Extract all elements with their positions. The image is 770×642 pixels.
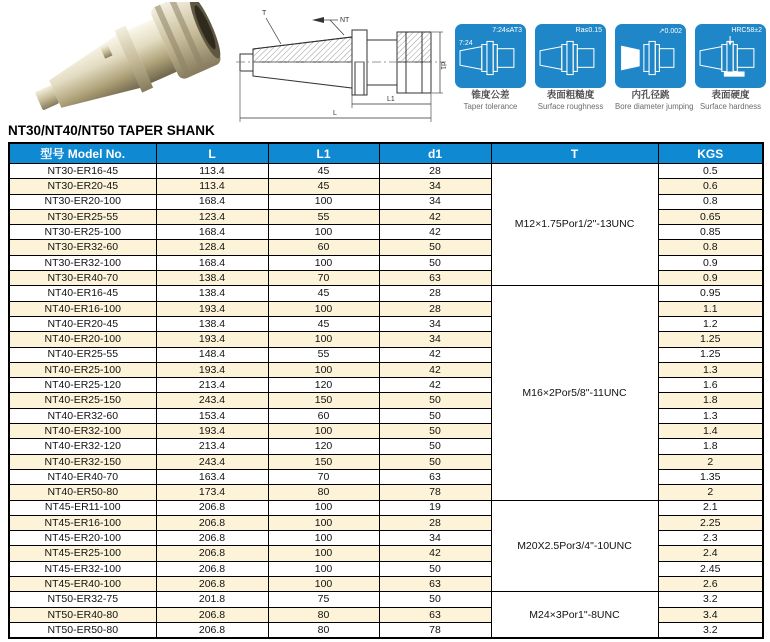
l1-cell: 100 bbox=[268, 546, 379, 561]
d1-cell: 50 bbox=[379, 240, 491, 255]
l-cell: 138.4 bbox=[156, 271, 268, 286]
l1-cell: 100 bbox=[268, 577, 379, 592]
model-no-cell: NT40-ER25-120 bbox=[9, 378, 156, 393]
l-cell: 193.4 bbox=[156, 362, 268, 377]
model-no-cell: NT40-ER25-150 bbox=[9, 393, 156, 408]
feature-taper-tolerance bbox=[455, 24, 526, 111]
column-header-l1: L1 bbox=[268, 143, 379, 164]
l1-cell: 100 bbox=[268, 301, 379, 316]
surface-hardness-annotation: HRC58±2 bbox=[731, 27, 762, 34]
thread-cell: M20X2.5Por3/4"-10UNC bbox=[491, 500, 658, 592]
kgs-cell: 0.6 bbox=[658, 179, 763, 194]
kgs-cell: 1.35 bbox=[658, 469, 763, 484]
thread-cell: M16×2Por5/8"-11UNC bbox=[491, 286, 658, 500]
page-title: NT30/NT40/NT50 TAPER SHANK bbox=[8, 123, 215, 138]
l1-cell: 100 bbox=[268, 362, 379, 377]
d1-cell: 34 bbox=[379, 531, 491, 546]
d1-cell: 50 bbox=[379, 561, 491, 576]
l-cell: 213.4 bbox=[156, 378, 268, 393]
d1-cell: 63 bbox=[379, 469, 491, 484]
kgs-cell: 0.5 bbox=[658, 164, 763, 179]
l-cell: 148.4 bbox=[156, 347, 268, 362]
model-no-cell: NT30-ER25-100 bbox=[9, 225, 156, 240]
model-no-cell: NT50-ER50-80 bbox=[9, 622, 156, 638]
l-cell: 213.4 bbox=[156, 439, 268, 454]
model-no-cell: NT40-ER32-60 bbox=[9, 408, 156, 423]
d1-cell: 50 bbox=[379, 393, 491, 408]
taper-ratio-annotation: 7:24 bbox=[459, 40, 473, 47]
column-header-model-no: 型号 Model No. bbox=[9, 143, 156, 164]
surface-roughness-annotation: Ra≤0.15 bbox=[575, 27, 602, 34]
table-row bbox=[9, 500, 763, 515]
l1-cell: 45 bbox=[268, 164, 379, 179]
d1-cell: 42 bbox=[379, 378, 491, 393]
l-cell: 201.8 bbox=[156, 592, 268, 607]
d1-cell: 28 bbox=[379, 286, 491, 301]
kgs-cell: 2 bbox=[658, 485, 763, 500]
model-no-cell: NT30-ER32-100 bbox=[9, 255, 156, 270]
column-header-d1: d1 bbox=[379, 143, 491, 164]
feature-label-cn: 内孔径跳 bbox=[631, 90, 670, 101]
model-no-cell: NT30-ER16-45 bbox=[9, 164, 156, 179]
model-no-cell: NT40-ER50-80 bbox=[9, 485, 156, 500]
feature-label-cn: 表面粗糙度 bbox=[546, 90, 595, 101]
l1-cell: 55 bbox=[268, 209, 379, 224]
kgs-cell: 1.6 bbox=[658, 378, 763, 393]
l-cell: 168.4 bbox=[156, 255, 268, 270]
kgs-cell: 3.2 bbox=[658, 622, 763, 638]
kgs-cell: 2.25 bbox=[658, 515, 763, 530]
kgs-cell: 3.4 bbox=[658, 607, 763, 622]
kgs-cell: 1.3 bbox=[658, 408, 763, 423]
model-no-cell: NT30-ER20-100 bbox=[9, 194, 156, 209]
l-cell: 193.4 bbox=[156, 301, 268, 316]
model-no-cell: NT50-ER32-75 bbox=[9, 592, 156, 607]
model-no-cell: NT45-ER20-100 bbox=[9, 531, 156, 546]
feature-surface-hardness bbox=[695, 24, 766, 111]
l1-cell: 100 bbox=[268, 531, 379, 546]
d1-cell: 34 bbox=[379, 194, 491, 209]
l-cell: 168.4 bbox=[156, 225, 268, 240]
kgs-cell: 2 bbox=[658, 454, 763, 469]
model-no-cell: NT30-ER40-70 bbox=[9, 271, 156, 286]
l-cell: 206.8 bbox=[156, 546, 268, 561]
l-cell: 206.8 bbox=[156, 500, 268, 515]
model-no-cell: NT40-ER20-45 bbox=[9, 316, 156, 331]
kgs-cell: 3.2 bbox=[658, 592, 763, 607]
drawing-label-nt: NT bbox=[340, 17, 350, 24]
l1-cell: 60 bbox=[268, 240, 379, 255]
thread-cell: M12×1.75Por1/2"-13UNC bbox=[491, 164, 658, 286]
d1-cell: 28 bbox=[379, 515, 491, 530]
kgs-cell: 2.1 bbox=[658, 500, 763, 515]
d1-cell: 34 bbox=[379, 332, 491, 347]
column-header-t: T bbox=[491, 143, 658, 164]
product-photo bbox=[22, 2, 232, 120]
d1-cell: 63 bbox=[379, 607, 491, 622]
feature-surface-roughness bbox=[535, 24, 606, 111]
feature-label-en: Bore diameter jumping bbox=[615, 101, 694, 111]
l1-cell: 120 bbox=[268, 439, 379, 454]
feature-boxes bbox=[455, 24, 767, 111]
kgs-cell: 0.8 bbox=[658, 194, 763, 209]
d1-cell: 50 bbox=[379, 592, 491, 607]
l1-cell: 80 bbox=[268, 607, 379, 622]
l1-cell: 55 bbox=[268, 347, 379, 362]
l1-cell: 100 bbox=[268, 424, 379, 439]
spec-table bbox=[8, 142, 764, 639]
table-row bbox=[9, 592, 763, 607]
l1-cell: 100 bbox=[268, 194, 379, 209]
l-cell: 206.8 bbox=[156, 577, 268, 592]
l1-cell: 150 bbox=[268, 393, 379, 408]
model-no-cell: NT50-ER40-80 bbox=[9, 607, 156, 622]
feature-label-en: Surface hardness bbox=[699, 101, 762, 111]
l1-cell: 70 bbox=[268, 271, 379, 286]
surface-roughness-icon bbox=[539, 36, 597, 80]
taper-tolerance-icon bbox=[459, 36, 517, 80]
kgs-cell: 2.6 bbox=[658, 577, 763, 592]
d1-cell: 42 bbox=[379, 546, 491, 561]
kgs-cell: 1.4 bbox=[658, 424, 763, 439]
d1-cell: 50 bbox=[379, 424, 491, 439]
l1-cell: 100 bbox=[268, 255, 379, 270]
l1-cell: 70 bbox=[268, 469, 379, 484]
kgs-cell: 1.8 bbox=[658, 393, 763, 408]
kgs-cell: 0.95 bbox=[658, 286, 763, 301]
d1-cell: 19 bbox=[379, 500, 491, 515]
l1-cell: 100 bbox=[268, 500, 379, 515]
model-no-cell: NT30-ER32-60 bbox=[9, 240, 156, 255]
spec-table-body bbox=[9, 164, 763, 639]
l-cell: 173.4 bbox=[156, 485, 268, 500]
d1-cell: 50 bbox=[379, 255, 491, 270]
l-cell: 206.8 bbox=[156, 622, 268, 638]
l1-cell: 75 bbox=[268, 592, 379, 607]
l-cell: 168.4 bbox=[156, 194, 268, 209]
kgs-cell: 1.2 bbox=[658, 316, 763, 331]
l1-cell: 100 bbox=[268, 515, 379, 530]
model-no-cell: NT45-ER40-100 bbox=[9, 577, 156, 592]
model-no-cell: NT45-ER32-100 bbox=[9, 561, 156, 576]
model-no-cell: NT40-ER32-150 bbox=[9, 454, 156, 469]
l1-cell: 100 bbox=[268, 561, 379, 576]
bore-jumping-icon bbox=[619, 36, 677, 80]
drawing-label-t: T bbox=[262, 10, 267, 17]
d1-cell: 28 bbox=[379, 164, 491, 179]
l-cell: 113.4 bbox=[156, 179, 268, 194]
l1-cell: 60 bbox=[268, 408, 379, 423]
table-row bbox=[9, 286, 763, 301]
l1-cell: 45 bbox=[268, 286, 379, 301]
table-row bbox=[9, 164, 763, 179]
model-no-cell: NT30-ER25-55 bbox=[9, 209, 156, 224]
drawing-label-l: L bbox=[333, 110, 337, 117]
model-no-cell: NT40-ER32-120 bbox=[9, 439, 156, 454]
l1-cell: 80 bbox=[268, 485, 379, 500]
feature-label-en: Taper tolerance bbox=[463, 101, 518, 111]
kgs-cell: 2.45 bbox=[658, 561, 763, 576]
l-cell: 113.4 bbox=[156, 164, 268, 179]
d1-cell: 78 bbox=[379, 622, 491, 638]
model-no-cell: NT40-ER16-45 bbox=[9, 286, 156, 301]
l1-cell: 100 bbox=[268, 332, 379, 347]
bore-jumping-annotation: ↗0.002 bbox=[658, 28, 682, 35]
technical-drawing bbox=[234, 2, 462, 128]
l-cell: 193.4 bbox=[156, 424, 268, 439]
d1-cell: 50 bbox=[379, 439, 491, 454]
l-cell: 138.4 bbox=[156, 286, 268, 301]
header-row bbox=[9, 143, 763, 164]
model-no-cell: NT40-ER16-100 bbox=[9, 301, 156, 316]
l-cell: 206.8 bbox=[156, 561, 268, 576]
l1-cell: 120 bbox=[268, 378, 379, 393]
thread-cell: M24×3Por1"-8UNC bbox=[491, 592, 658, 638]
feature-bore-jumping bbox=[615, 24, 694, 111]
l-cell: 153.4 bbox=[156, 408, 268, 423]
model-no-cell: NT40-ER32-100 bbox=[9, 424, 156, 439]
l-cell: 163.4 bbox=[156, 469, 268, 484]
feature-label-cn: 表面硬度 bbox=[711, 90, 750, 101]
d1-cell: 42 bbox=[379, 209, 491, 224]
kgs-cell: 1.8 bbox=[658, 439, 763, 454]
d1-cell: 78 bbox=[379, 485, 491, 500]
d1-cell: 63 bbox=[379, 271, 491, 286]
kgs-cell: 1.25 bbox=[658, 332, 763, 347]
d1-cell: 34 bbox=[379, 179, 491, 194]
d1-cell: 42 bbox=[379, 347, 491, 362]
l1-cell: 45 bbox=[268, 179, 379, 194]
kgs-cell: 0.65 bbox=[658, 209, 763, 224]
kgs-cell: 2.4 bbox=[658, 546, 763, 561]
l-cell: 206.8 bbox=[156, 531, 268, 546]
drawing-label-l1: L1 bbox=[387, 96, 395, 103]
l1-cell: 100 bbox=[268, 225, 379, 240]
model-no-cell: NT40-ER25-55 bbox=[9, 347, 156, 362]
model-no-cell: NT45-ER11-100 bbox=[9, 500, 156, 515]
kgs-cell: 0.9 bbox=[658, 271, 763, 286]
model-no-cell: NT45-ER25-100 bbox=[9, 546, 156, 561]
model-no-cell: NT40-ER20-100 bbox=[9, 332, 156, 347]
l-cell: 193.4 bbox=[156, 332, 268, 347]
d1-cell: 28 bbox=[379, 301, 491, 316]
l-cell: 206.8 bbox=[156, 607, 268, 622]
d1-cell: 34 bbox=[379, 316, 491, 331]
feature-label-en: Surface roughness bbox=[537, 101, 604, 111]
l-cell: 243.4 bbox=[156, 393, 268, 408]
kgs-cell: 0.85 bbox=[658, 225, 763, 240]
l1-cell: 80 bbox=[268, 622, 379, 638]
l1-cell: 150 bbox=[268, 454, 379, 469]
surface-hardness-icon bbox=[699, 36, 757, 80]
l-cell: 138.4 bbox=[156, 316, 268, 331]
model-no-cell: NT45-ER16-100 bbox=[9, 515, 156, 530]
d1-cell: 42 bbox=[379, 225, 491, 240]
d1-cell: 63 bbox=[379, 577, 491, 592]
model-no-cell: NT40-ER25-100 bbox=[9, 362, 156, 377]
kgs-cell: 1.25 bbox=[658, 347, 763, 362]
column-header-l: L bbox=[156, 143, 268, 164]
d1-cell: 42 bbox=[379, 362, 491, 377]
d1-cell: 50 bbox=[379, 454, 491, 469]
d1-cell: 50 bbox=[379, 408, 491, 423]
l-cell: 243.4 bbox=[156, 454, 268, 469]
model-no-cell: NT30-ER20-45 bbox=[9, 179, 156, 194]
l-cell: 128.4 bbox=[156, 240, 268, 255]
drawing-label-d1: d1 bbox=[439, 62, 446, 70]
kgs-cell: 2.3 bbox=[658, 531, 763, 546]
kgs-cell: 0.9 bbox=[658, 255, 763, 270]
column-header-kgs: KGS bbox=[658, 143, 763, 164]
feature-label-cn: 锥度公差 bbox=[471, 90, 510, 101]
l1-cell: 45 bbox=[268, 316, 379, 331]
kgs-cell: 1.1 bbox=[658, 301, 763, 316]
model-no-cell: NT40-ER40-70 bbox=[9, 469, 156, 484]
l-cell: 206.8 bbox=[156, 515, 268, 530]
kgs-cell: 1.3 bbox=[658, 362, 763, 377]
taper-tolerance-annotation: 7:24≤AT3 bbox=[492, 27, 522, 34]
kgs-cell: 0.8 bbox=[658, 240, 763, 255]
spec-table-header bbox=[9, 143, 763, 164]
l-cell: 123.4 bbox=[156, 209, 268, 224]
